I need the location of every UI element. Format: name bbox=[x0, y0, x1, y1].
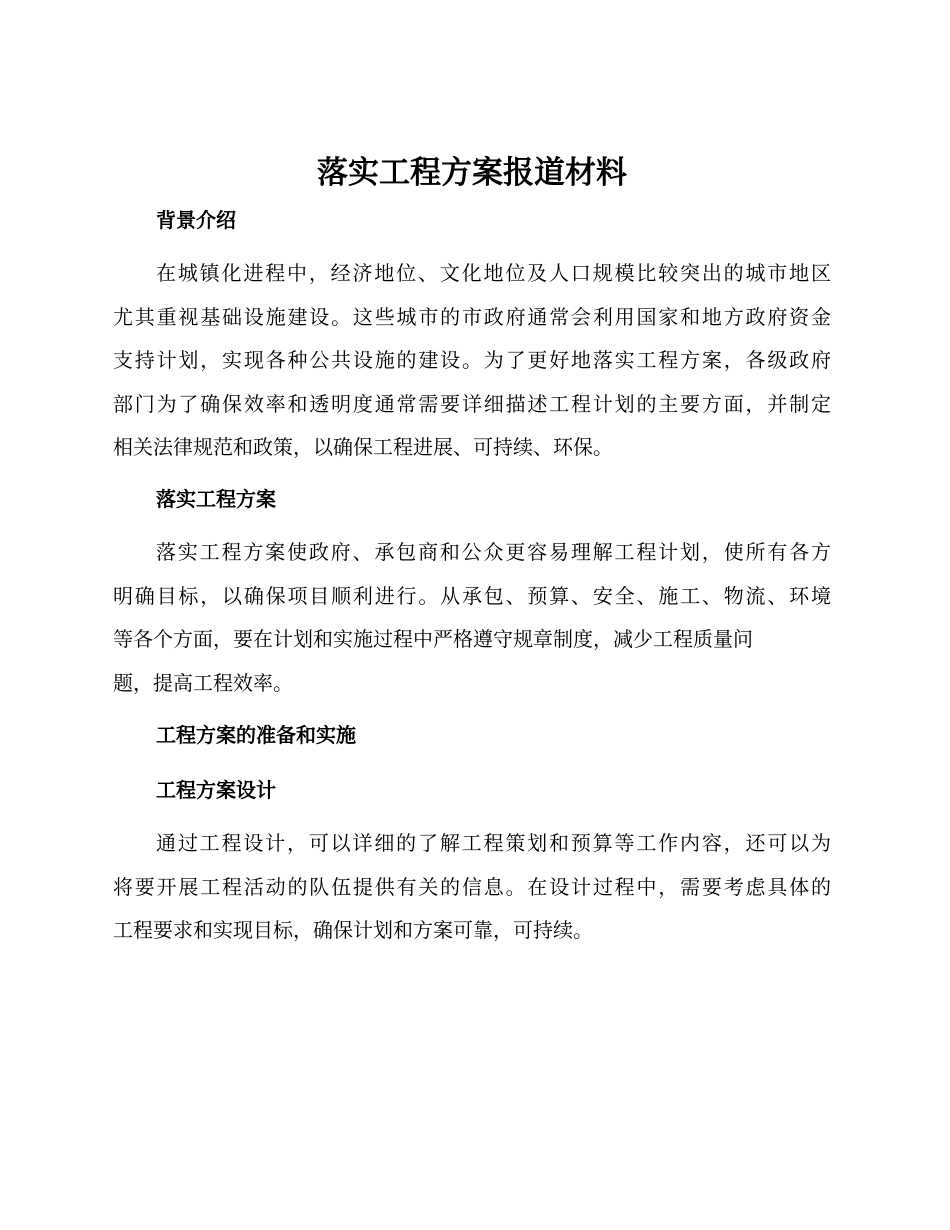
paragraph-line: 落实工程方案使政府、承包商和公众更容易理解工程计划，使所有各方 bbox=[156, 540, 831, 564]
paragraph-line: 将要开展工程活动的队伍提供有关的信息。在设计过程中，需要考虑具体的 bbox=[113, 874, 831, 899]
paragraph-line: 工程要求和实现目标，确保计划和方案可靠，可持续。 bbox=[113, 918, 593, 942]
paragraph-line: 等各个方面，要在计划和实施过程中严格遵守规章制度，减少工程质量问 bbox=[113, 627, 753, 651]
paragraph-background bbox=[113, 252, 831, 470]
section-heading-implementation: 落实工程方案 bbox=[156, 487, 276, 511]
paragraph-line: 明确目标，以确保项目顺利进行。从承包、预算、安全、施工、物流、环境 bbox=[113, 583, 831, 608]
paragraph-line: 尤其重视基础设施建设。这些城市的市政府通常会利用国家和地方政府资金 bbox=[113, 304, 831, 329]
section-heading-background: 背景介绍 bbox=[156, 208, 236, 232]
paragraph-line: 部门为了确保效率和透明度通常需要详细描述工程计划的主要方面，并制定 bbox=[113, 391, 831, 416]
paragraph-line: 通过工程设计，可以详细的了解工程策划和预算等工作内容，还可以为 bbox=[156, 831, 831, 855]
paragraph-line: 支持计划，实现各种公共设施的建设。为了更好地落实工程方案，各级政府 bbox=[113, 348, 831, 372]
section-heading-preparation: 工程方案的准备和实施 bbox=[156, 723, 356, 747]
paragraph-design bbox=[113, 822, 831, 953]
paragraph-line: 相关法律规范和政策，以确保工程进展、可持续、环保。 bbox=[113, 435, 613, 459]
section-heading-design: 工程方案设计 bbox=[156, 778, 276, 802]
paragraph-line: 在城镇化进程中，经济地位、文化地位及人口规模比较突出的城市地区 bbox=[156, 261, 831, 285]
document-title: 落实工程方案报道材料 bbox=[317, 155, 627, 191]
paragraph-line: 题，提高工程效率。 bbox=[113, 670, 293, 695]
paragraph-implementation bbox=[113, 531, 831, 705]
